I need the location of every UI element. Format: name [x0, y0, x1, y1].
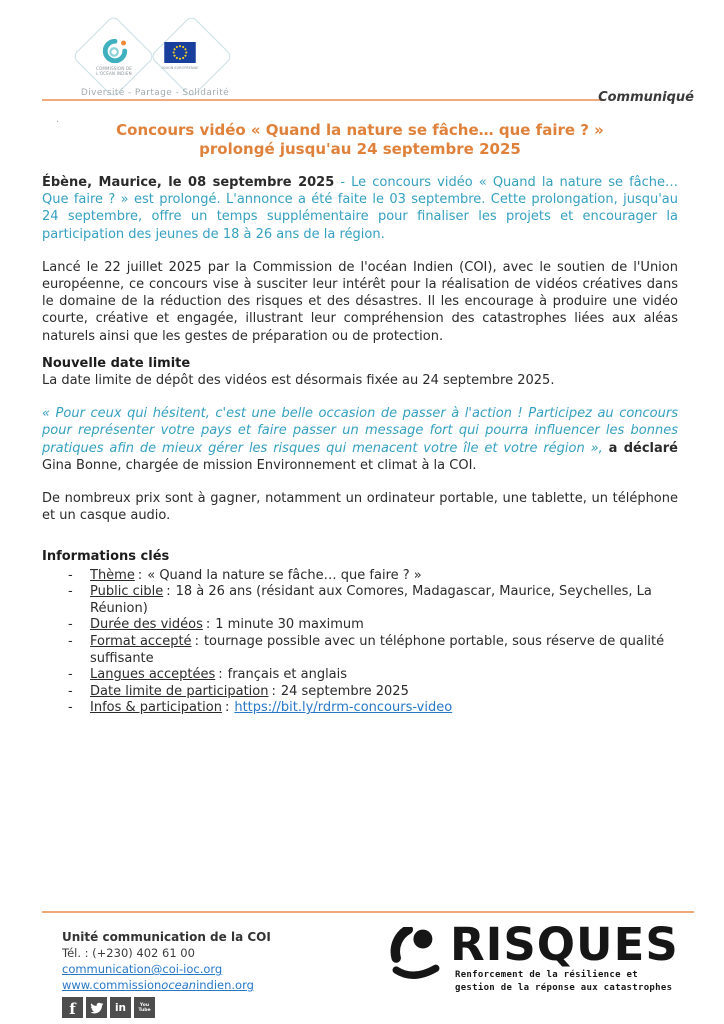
item-label: Langues acceptées — [90, 667, 216, 683]
twitter-icon[interactable] — [86, 997, 107, 1018]
contact-website-link[interactable]: www.commissionoceanindien.org — [62, 978, 254, 992]
list-item: - Date limite de participation : 24 septembre 2025 — [68, 683, 409, 699]
item-label: Date limite de participation — [90, 683, 269, 699]
deadline-paragraph: La date limite de dépôt des vidéos est désormais fixée au 24 septembre 2025. — [42, 373, 555, 389]
risques-tagline: Renforcement de la résilience et gestion de la réponse aux catastrophes — [455, 970, 673, 993]
youtube-icon[interactable]: You Tube — [134, 997, 155, 1018]
social-icons-row — [62, 997, 271, 1018]
risques-person-icon — [390, 927, 442, 993]
item-value: 1 minute 30 maximum — [215, 617, 364, 633]
item-value: « Quand la nature se fâche… que faire ? » — [147, 567, 422, 583]
bullet-dash: - — [68, 634, 73, 650]
list-item: - Public cible : 18 à 26 ans (résidant aux Comores, Madagascar, Maurice, Seychelles, La Réunion) — [68, 584, 652, 616]
quote-text: « Pour ceux qui hésitent, c'est une belle occasion de passer à l'action ! Participez au concours pour représenter votre pays et faire passer un message fort qui pourra influencer les bonnes pratiques afin de mieux gérer les risques qui menacent votre île et votre région », — [42, 406, 678, 456]
bullet-dash: - — [68, 617, 73, 633]
main-content — [42, 121, 678, 717]
title-line-1: Concours vidéo « Quand la nature se fâche… que faire ? » — [116, 121, 604, 139]
lead-paragraph — [42, 174, 678, 243]
section-heading-key-info: Informations clés — [42, 549, 170, 565]
list-item: - Durée des vidéos : 1 minute 30 maximum — [68, 617, 364, 633]
item-value: 18 à 26 ans (résidant aux Comores, Madagascar, Maurice, Seychelles, La Réunion) — [90, 584, 652, 616]
item-label: Format accepté — [90, 634, 192, 650]
lead-text: - Le concours vidéo « Quand la nature se fâche… Que faire ? » est prolongé. L'annonce a été faite le 03 septembre. Cette prolongation, jusqu'au 24 septembre, offre un temps supplémentaire pour finaliser les projets et encourager la participation des jeunes de 18 à 26 ans de la région. — [42, 175, 679, 242]
bullet-dash: - — [68, 584, 73, 600]
stray-mark: . — [56, 114, 60, 125]
item-value: français et anglais — [227, 667, 348, 683]
context-paragraph: Lancé le 22 juillet 2025 par la Commission de l'océan Indien (COI), avec le soutien de l'Union européenne, ce concours vise à susciter leur intérêt pour la réalisation de vidéos créatives dans le domaine de la réduction des risques et des désastres. Il les encourage à produire une vidéo courte, créative et engagée, illustrant leur compréhension des catastrophes liées aux aléas naturels ainsi que les gestes de préparation ou de protection. — [42, 259, 678, 344]
dateline: Ébène, Maurice, le 08 septembre 2025 — [42, 175, 335, 190]
coi-logo-caption: COMMISSION DE L'OCÉAN INDIEN — [96, 66, 132, 76]
list-item: - Format accepté : tournage possible avec un téléphone portable, sous réserve de qualité suffisante — [68, 634, 665, 666]
title-line-2: prolongé jusqu'au 24 septembre 2025 — [199, 140, 521, 158]
footer-divider — [42, 911, 694, 913]
header-divider — [42, 99, 603, 101]
contest-link[interactable]: https://bit.ly/rdrm-concours-video — [234, 700, 453, 716]
eu-flag-caption: UNION EUROPÉENNE — [161, 66, 199, 70]
item-label: Durée des vidéos — [90, 617, 203, 633]
prizes-paragraph: De nombreux prix sont à gagner, notamment un ordinateur portable, une tablette, un téléphone et un casque audio. — [42, 491, 678, 524]
contact-phone: Tél. : (+230) 402 61 00 — [62, 946, 195, 960]
item-label: Public cible — [90, 584, 164, 600]
quote-paragraph — [42, 405, 678, 474]
coi-logo-icon — [102, 38, 128, 64]
bullet-dash: - — [68, 667, 73, 683]
quote-attribution: Gina Bonne, chargée de mission Environnement et climat à la COI. — [42, 457, 477, 473]
bullet-dash: - — [68, 700, 73, 716]
item-label: Infos & participation — [90, 700, 222, 716]
page-title — [42, 121, 678, 159]
contact-email-link[interactable]: communication@coi-ioc.org — [62, 962, 223, 976]
contact-title: Unité communication de la COI — [62, 930, 271, 944]
section-heading-new-date: Nouvelle date limite — [42, 355, 191, 371]
risques-logo-block — [390, 918, 679, 994]
list-item: - Thème : « Quand la nature se fâche… que faire ? » — [68, 567, 422, 583]
facebook-icon[interactable]: f — [62, 997, 83, 1018]
linkedin-icon[interactable]: in — [110, 997, 131, 1018]
eu-flag-icon — [164, 42, 196, 63]
document-type-label: Communiqué — [598, 90, 694, 105]
list-item: - Langues acceptées : français et anglais — [68, 667, 348, 683]
quote-attribution-verb: a déclaré — [608, 440, 678, 456]
coi-motto: Diversité - Partage - Solidarité — [80, 88, 230, 98]
item-label: Thème — [90, 567, 135, 583]
header-logos — [58, 14, 248, 106]
item-value: 24 septembre 2025 — [280, 683, 409, 699]
risques-name: RISQUES — [450, 918, 679, 971]
list-item: - Infos & participation : https://bit.ly/rdrm-concours-video — [68, 700, 453, 716]
bullet-dash: - — [68, 567, 73, 583]
key-info-list — [42, 568, 678, 717]
risques-wordmark — [450, 918, 679, 994]
item-value: tournage possible avec un téléphone portable, sous réserve de qualité suffisante — [90, 634, 665, 666]
bullet-dash: - — [68, 683, 73, 699]
footer-contact-block — [62, 929, 271, 1018]
